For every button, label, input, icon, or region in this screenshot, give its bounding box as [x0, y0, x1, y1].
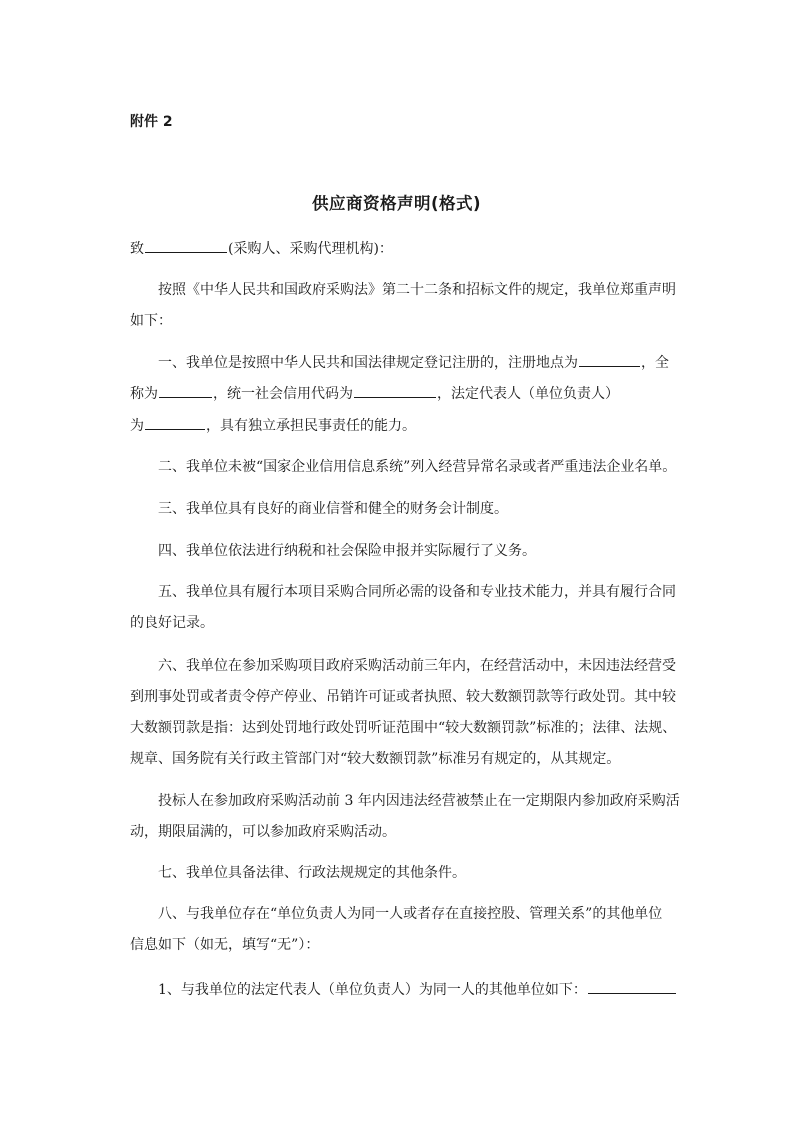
- item6-line-1: 六、我单位在参加采购项目政府采购活动前三年内，在经营活动中，未因违法经营受: [158, 658, 676, 674]
- item1-text-d: ，统一社会信用代码为: [213, 386, 353, 402]
- item1-text-b: ，全: [641, 355, 669, 371]
- item5-line-2: 的良好记录。: [130, 615, 214, 631]
- item1-text-a: 一、我单位是按照中华人民共和国法律规定登记注册的，注册地点为: [158, 355, 578, 371]
- purchaser-blank[interactable]: [145, 238, 227, 253]
- same-legal-rep-units-blank[interactable]: [588, 979, 676, 994]
- full-name-blank[interactable]: [159, 383, 212, 398]
- item1-text-e: ，法定代表人（单位负责人）: [437, 386, 619, 402]
- legal-rep-blank[interactable]: [145, 415, 205, 430]
- item1-text-c: 称为: [130, 386, 158, 402]
- intro-line-2: 如下：: [130, 313, 172, 329]
- item8-line-2: 信息如下（如无，填写“无”）：: [130, 937, 320, 953]
- credit-code-blank[interactable]: [354, 383, 436, 398]
- sub1-text: 1、与我单位的法定代表人（单位负责人）为同一人的其他单位如下：: [158, 982, 587, 998]
- item2-text: 二、我单位未被“国家企业信用信息系统”列入经营异常名录或者严重违法企业名单。: [158, 459, 677, 475]
- item1-line-2: [130, 383, 619, 403]
- item7-text: 七、我单位具备法律、行政法规规定的其他条件。: [158, 865, 466, 881]
- item5-line-1: 五、我单位具有履行本项目采购合同所必需的设备和专业技术能力，并具有履行合同: [158, 584, 676, 600]
- bidder-line-2: 动，期限届满的，可以参加政府采购活动。: [130, 824, 396, 840]
- registration-place-blank[interactable]: [579, 352, 640, 367]
- item1-text-g: ，具有独立承担民事责任的能力。: [206, 418, 416, 434]
- item4-text: 四、我单位依法进行纳税和社会保险申报并实际履行了义务。: [158, 543, 536, 559]
- item6-line-3: 大数额罚款是指：达到处罚地行政处罚听证范围中“较大数额罚款”标准的；法律、法规、: [130, 720, 677, 736]
- item6-line-4: 规章、国务院有关行政主管部门对“较大数额罚款”标准另有规定的，从其规定。: [130, 751, 621, 767]
- sub1-line: [158, 979, 677, 999]
- item6-line-2: 到刑事处罚或者责令停产停业、吊销许可证或者执照、较大数额罚款等行政处罚。其中较: [130, 689, 676, 705]
- item3-text: 三、我单位具有良好的商业信誉和健全的财务会计制度。: [158, 501, 508, 517]
- addressee-prefix: 致: [130, 241, 144, 257]
- item1-text-f: 为: [130, 418, 144, 434]
- addressee-line: [130, 238, 393, 258]
- addressee-suffix: (采购人、采购代理机构)：: [228, 241, 393, 257]
- document-title: 供应商资格声明(格式): [311, 194, 482, 213]
- bidder-line-1: 投标人在参加政府采购活动前 3 年内因违法经营被禁止在一定期限内参加政府采购活: [158, 793, 680, 809]
- attachment-label: 附件 2: [130, 114, 173, 130]
- item8-line-1: 八、与我单位存在“单位负责人为同一人或者存在直接控股、管理关系”的其他单位: [158, 906, 663, 922]
- item1-line-1: [158, 352, 669, 372]
- intro-line-1: 按照《中华人民共和国政府采购法》第二十二条和招标文件的规定，我单位郑重声明: [158, 282, 676, 298]
- item1-line-3: [130, 415, 416, 435]
